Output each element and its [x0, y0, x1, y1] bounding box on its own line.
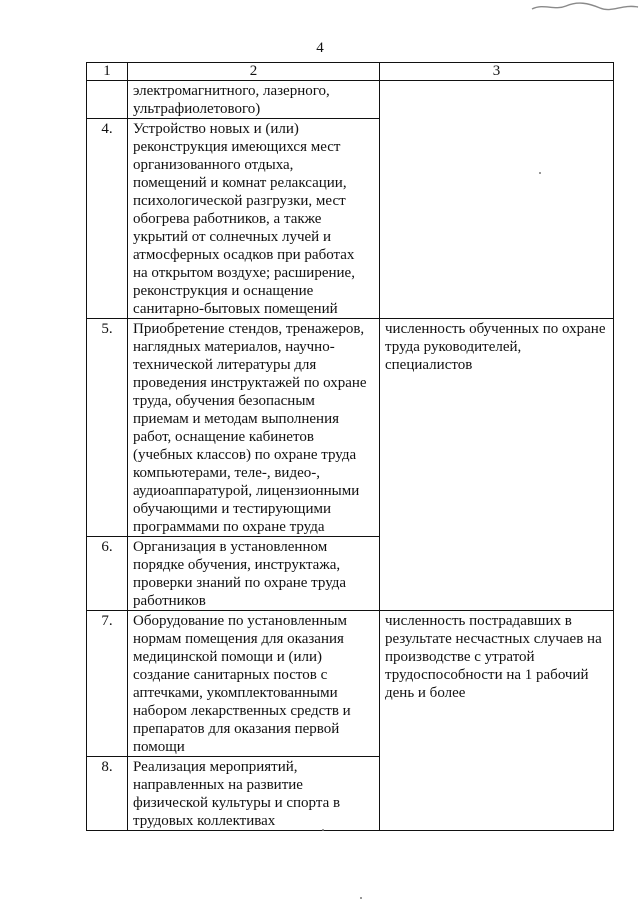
- row-number: [87, 81, 128, 119]
- page-number: 4: [316, 40, 324, 56]
- scan-speck: [539, 172, 541, 174]
- indicator-cell-2: [380, 319, 614, 611]
- measure-text: [128, 81, 380, 119]
- row-number: 5.: [87, 319, 128, 537]
- table-row: [87, 81, 614, 119]
- header-col-3: 3: [380, 63, 614, 81]
- scan-speck: [360, 897, 362, 899]
- scan-speck: [322, 829, 324, 831]
- measure-text-content: электромагнитного, лазерного, ультрафиолетового): [133, 83, 330, 117]
- row-number: 4.: [87, 119, 128, 319]
- table-row: [87, 611, 614, 757]
- scan-corner-mark: [530, 0, 640, 14]
- indicator-cell-3: [380, 611, 614, 831]
- measure-text: [128, 537, 380, 611]
- table-row: [87, 319, 614, 537]
- measure-text-content: Организация в установленном порядке обучения, инструктажа, проверки знаний по охране труда работников: [133, 539, 347, 609]
- measure-text: [128, 757, 380, 831]
- measure-text-content: Реализация мероприятий, направленных на развитие физической культуры и спорта в трудовых коллективах: [133, 759, 341, 829]
- row-number: 6.: [87, 537, 128, 611]
- measure-text-content: Устройство новых и (или) реконструкция имеющихся мест организованного отдыха, помещений и комнат релаксации, психологической разгрузки, мест обогрева работников, а также укрытий от солнечных лучей и атмосферных осадков при работах на открытом воздухе; расширение, реконструкция и оснащение санитарно-бытовых помещений: [133, 121, 355, 317]
- header-col-2: 2: [128, 63, 380, 81]
- measure-text: [128, 611, 380, 757]
- measures-table: [86, 62, 614, 831]
- row-number: 8.: [87, 757, 128, 831]
- measure-text: [128, 319, 380, 537]
- indicator-text: численность пострадавших в результате несчастных случаев на производстве с утратой трудоспособности на 1 рабочий день и более: [385, 613, 602, 701]
- measure-text: [128, 119, 380, 319]
- measure-text-content: Приобретение стендов, тренажеров, наглядных материалов, научно- технической литературы для проведения инструктажей по охране труда, обучения безопасным приемам и методам выполнения работ, оснащение кабинетов (учебных классов) по охране труда компьютерами, теле-, видео-, аудиоаппаратурой, лицензионными обучающими и тестирующими программами по охране труда: [133, 321, 367, 535]
- table-header-row: [87, 63, 614, 81]
- indicator-cell-1: [380, 81, 614, 319]
- header-col-1: 1: [87, 63, 128, 81]
- measure-text-content: Оборудование по установленным нормам помещения для оказания медицинской помощи и (или) создание санитарных постов с аптечками, укомплектованными набором лекарственных средств и препаратов для оказания первой помощи: [133, 613, 351, 755]
- row-number: 7.: [87, 611, 128, 757]
- indicator-text: численность обученных по охране труда руководителей, специалистов: [385, 321, 606, 373]
